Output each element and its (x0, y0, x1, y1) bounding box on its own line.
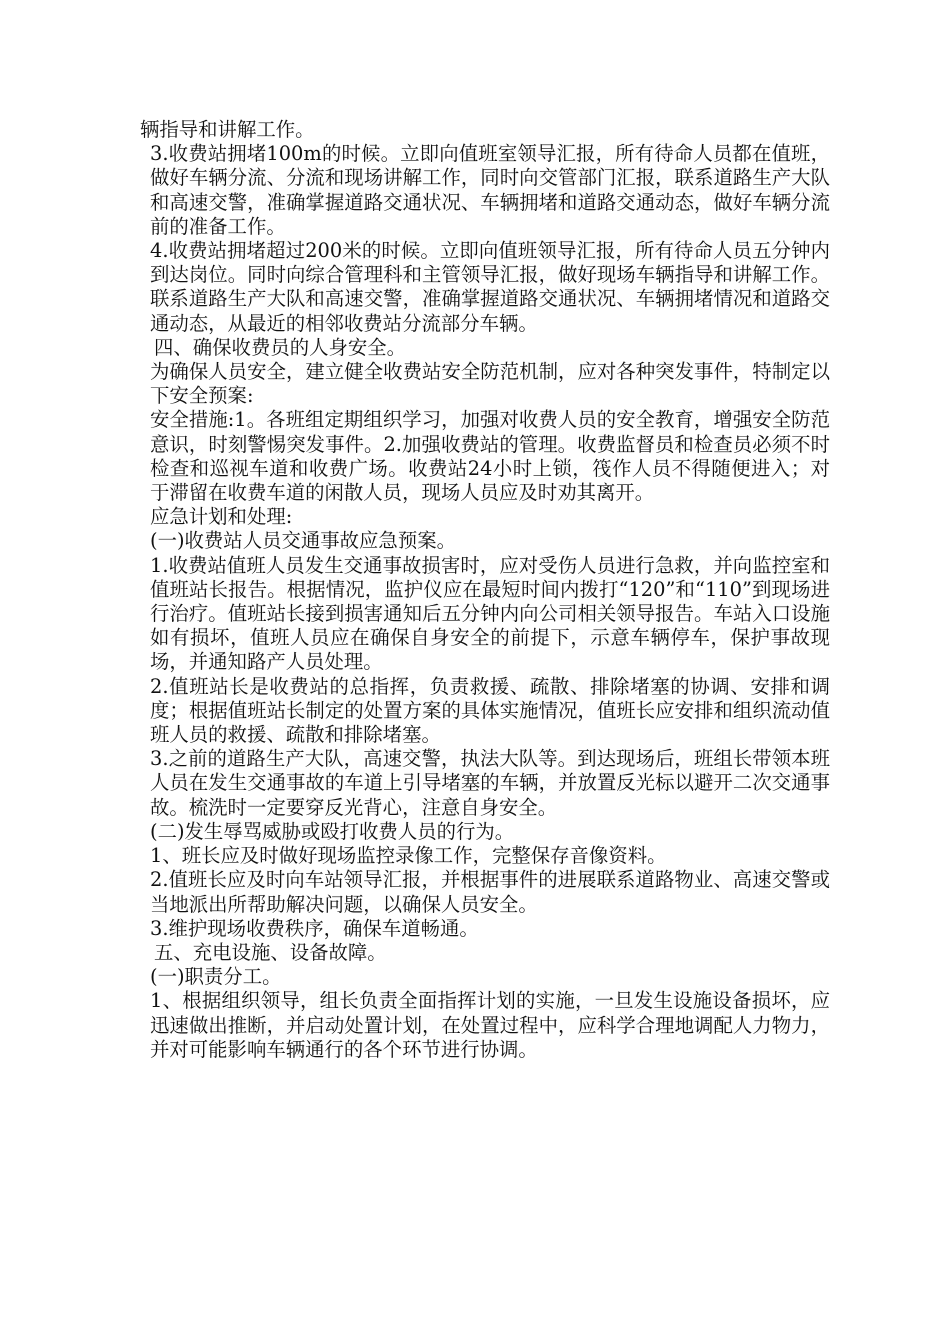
paragraph-duties-1: 1、根据组织领导，组长负责全面指挥计划的实施，一旦发生设施设备损坏，应迅速做出推断，并启动处置计划，在处置过程中，应科学合理地调配人力物力，并对可能影响车辆通行的各个环节进行协调。 (150, 989, 830, 1061)
paragraph-item-3: 3.收费站拥堵100m的时候。立即向值班室领导汇报，所有待命人员都在值班，做好车辆分流、分流和现场讲解工作，同时向交管部门汇报，联系道路生产大队和高速交警，准确掌握道路交通状况、车辆拥堵和道路交通动态，做好车辆分流前的准备工作。 (150, 142, 830, 238)
document-page (140, 118, 830, 1062)
subheading-emergency-plan: 应急计划和处理: (150, 505, 293, 529)
paragraph-safety-measures: 安全措施:1。各班组定期组织学习，加强对收费人员的安全教育，增强安全防范意识，时刻警惕突发事件。2.加强收费站的管理。收费监督员和检查员必须不时检查和巡视车道和收费广场。收费站24小时上锁，筏作人员不得随便进入；对于滞留在收费车道的闲散人员，现场人员应及时劝其离开。 (150, 408, 830, 505)
section-heading-4: 四、确保收费员的人身安全。 (154, 335, 407, 359)
section-heading-5: 五、充电设施、设备故障。 (154, 940, 387, 964)
paragraph-abuse-2: 2.值班长应及时向车站领导汇报，并根据事件的进展联系道路物业、高速交警或当地派出所帮助解决问题，以确保人员安全。 (150, 868, 830, 916)
subheading-2: (二)发生辱骂威胁或殴打收费人员的行为。 (150, 819, 515, 843)
paragraph-abuse-3: 3.维护现场收费秩序，确保车道畅通。 (150, 916, 479, 940)
paragraph-accident-2: 2.值班站长是收费站的总指挥，负责救援、疏散、排除堵塞的协调、安排和调度；根据值班站长制定的处置方案的具体实施情况，值班长应安排和组织流动值班人员的救援、疏散和排除堵塞。 (150, 674, 830, 747)
paragraph-intro: 为确保人员安全，建立健全收费站安全防范机制，应对各种突发事件，特制定以下安全预案: (150, 360, 830, 408)
subheading-1: (一)收费站人员交通事故应急预案。 (150, 529, 456, 553)
paragraph-abuse-1: 1、班长应及时做好现场监控录像工作，完整保存音像资料。 (150, 844, 667, 868)
paragraph-accident-1: 1.收费站值班人员发生交通事故损害时，应对受伤人员进行急救，并向监控室和值班站长报告。根据情况，监护仪应在最短时间内拨打“120”和“110”到现场进行治疗。值班站长接到损害通知后五分钟内向公司相关领导报告。车站入口设施如有损坏，值班人员应在确保自身安全的前提下，示意车辆停车，保护事故现场，并通知路产人员处理。 (150, 553, 830, 674)
subheading-duties: (一)职责分工。 (150, 965, 282, 989)
paragraph-continuation: 辆指导和讲解工作。 (140, 118, 315, 141)
paragraph-accident-3: 3.之前的道路生产大队，高速交警，执法大队等。到达现场后，班组长带领本班人员在发生交通事故的车道上引导堵塞的车辆，并放置反光标以避开二次交通事故。梳洗时一定要穿反光背心，注意自身安全。 (150, 747, 830, 819)
paragraph-item-4: 4.收费站拥堵超过200米的时候。立即向值班领导汇报，所有待命人员五分钟内到达岗位。同时向综合管理科和主管领导汇报，做好现场车辆指导和讲解工作。联系道路生产大队和高速交警，准确掌握道路交通状况、车辆拥堵情况和道路交通动态，从最近的相邻收费站分流部分车辆。 (150, 239, 830, 335)
